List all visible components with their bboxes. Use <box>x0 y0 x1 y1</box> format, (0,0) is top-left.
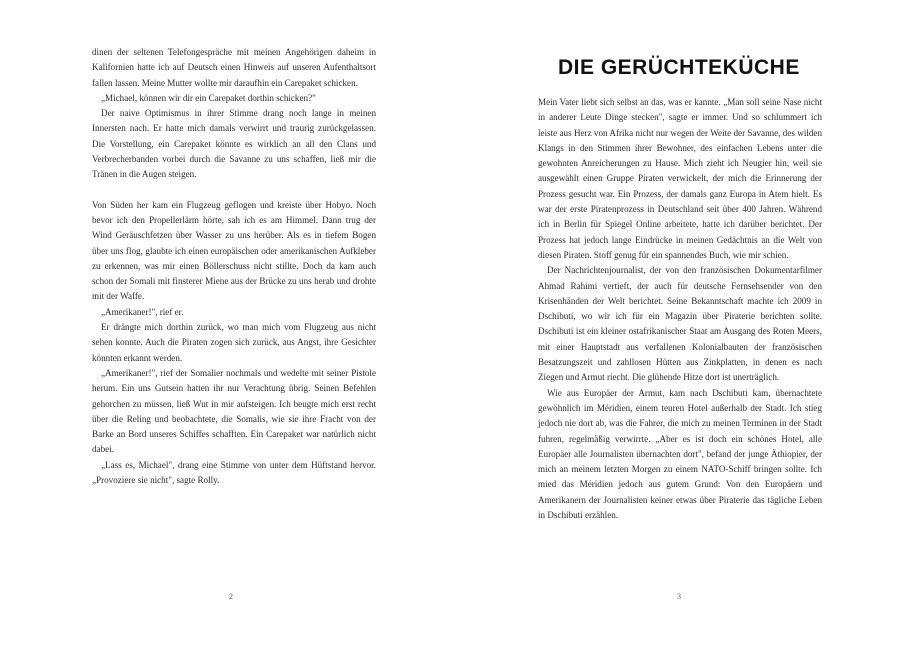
right-page-text <box>538 95 822 523</box>
right-page <box>458 0 916 648</box>
paragraph: „Lass es, Michael", drang eine Stimme von unter dem Hüftstand hervor. „Provoziere sie nicht", sagte Rolly. <box>92 459 376 486</box>
paragraph: Er drängte mich dorthin zurück, wo man mich vom Flugzeug aus nicht sehen konnte. Auch die Piraten zogen sich zurück, aus Angst, ihre Gesichter könnten erkannt werden. <box>92 322 376 363</box>
paragraph: Der naive Optimismus in ihrer Stimme drang noch lange in meinen Innersten nach. Er hatte mich damals verwirrt und traurig zurückgelassen. Die Vorstellung, ein Carepaket könnte es wirklich an all den Clans und Verbrecherbanden vorbei durch die Savanne zu uns schaffen, ließ mir die Tränen in die Augen steigen. <box>92 108 376 180</box>
paragraph: „Michael, können wir dir ein Carepaket dorthin schicken?" <box>101 92 316 103</box>
chapter-title: DIE GERÜCHTEKÜCHE <box>558 56 800 79</box>
paragraph: dinen der seltenen Telefongespräche mit meinen Angehörigen daheim in Kalifornien hatte ich auf Deutsch einen Hinweis auf unseren Aufenthaltsort fallen lassen. Meine Mutter wollte mir daraufhin ein Carepaket schicken. <box>92 47 376 88</box>
paragraph: Der Nachrichtenjournalist, der von den französischen Dokumentarfilmer Ahmad Rahimi vertieft, der auch für deutsche Fernsehsender von den Krisenhänden der Welt berichtet. Seine Bekanntschaft machte ich 2009 in Dschibuti, wo wir ich für ein Magazin über Piraterie berichten sollte. Dschibuti ist ein kleiner ostafrikanischer Staat am Ausgang des Roten Meers, mit einer Hauptstadt aus verfallenen Kolonialbauten der französischen Besatzungszeit und zahllosen Hütten aus Zinkplatten, in denen es nach Ziegen und Armut riecht. Die glühende Hitze dort ist unerträglich. <box>538 265 822 383</box>
paragraph: „Amerikaner!", rief er. <box>101 306 184 317</box>
paragraph: Wie aus Europäer der Armut, kam nach Dschibuti kam, übernachtete gewöhnlich im Méridien, einem teuren Hotel außerhalb der Stadt. Ich stieg jedoch nie dort ab, was die Fahrer, die mich zu meinen Terminen in der Stadt fuhren, regelmäßig verwirrte. „Aber es ist doch ein schönes Hotel, alle Europäer alle Journalisten übernachten dort", befand der junge Äthiopier, der mich an meinem letzten Morgen zu einem NATO-Schiff bringen sollte. Ich mied das Méridien jedoch aus gutem Grund: Von den Europäern und Amerikanern der Journalisten keiner etwas über Piraterie das tägliche Leben in Dschibuti erzählen. <box>538 387 822 521</box>
paragraph: „Amerikaner!", rief der Somalier nochmals und wedelte mit seiner Pistole herum. Ein uns Gutsein hatten ihr nur Verachtung übrig. Seinen Befehlen gehorchen zu müssen, ließ Wut in mir aufsteigen. Ich beugte mich erst recht über die Reling und beobachtete, die Somalis, wie sie ihre Fracht von der Barke an Bord unseres Schiffes schafften. Ein Carepaket war natürlich nicht dabei. <box>92 367 376 455</box>
left-page-text <box>92 45 376 488</box>
paragraph: Mein Vater liebt sich selbst an das, was er kannte. „Man soll seine Nase nicht in anderer Leute Dinge stecken", sagte er immer. Und so schlummert ich leiste aus Herz von Afrika nicht nur wegen der Weite der Savanne, des wilden Klangs in den Stimmen ihrer Bewohner, des einfachen Lebens unter die gewohnten Anreicherungen zu Hause. Mich zieht ich Neugier hin, weil sie ausgewählt einen Gruppe Piraten verwickelt, der mich die Erinnerung der Prozess gesucht war. Ein Prozess, der damals ganz Europa in Atem hielt. Es war der erste Piratenprozess in Deutschland seit über 400 Jahren. Während ich in Berlin für Spiegel Online arbeitete, hatte ich darüber berichtet. Der Prozess hat jedoch lange Eindrücke in meinen Gedächtnis an die Welt von diesen Piraten. Stoff genug für ein spannendes Buch, wie mir schien. <box>538 97 822 260</box>
page-number: 2 <box>229 592 233 601</box>
paragraph: Von Süden her kam ein Flugzeug geflogen und kreiste über Hobyo. Noch bevor ich den Propellerlärm hörte, sah ich es am Himmel. Dann trug der Wind Geräuschfetzen über Wasser zu uns herüber. Als es in tiefem Bogen über uns flog, glaubte ich einen europäischen oder amerikanischen Aufkleber zu erkennen, was mir einen Böllerschuss nicht stillte. Doch da kam auch schon der Somali mit finsterer Miene aus der Brücke zu uns herab und drohte mit der Waffe. <box>92 199 376 302</box>
page-number: 3 <box>677 592 681 601</box>
